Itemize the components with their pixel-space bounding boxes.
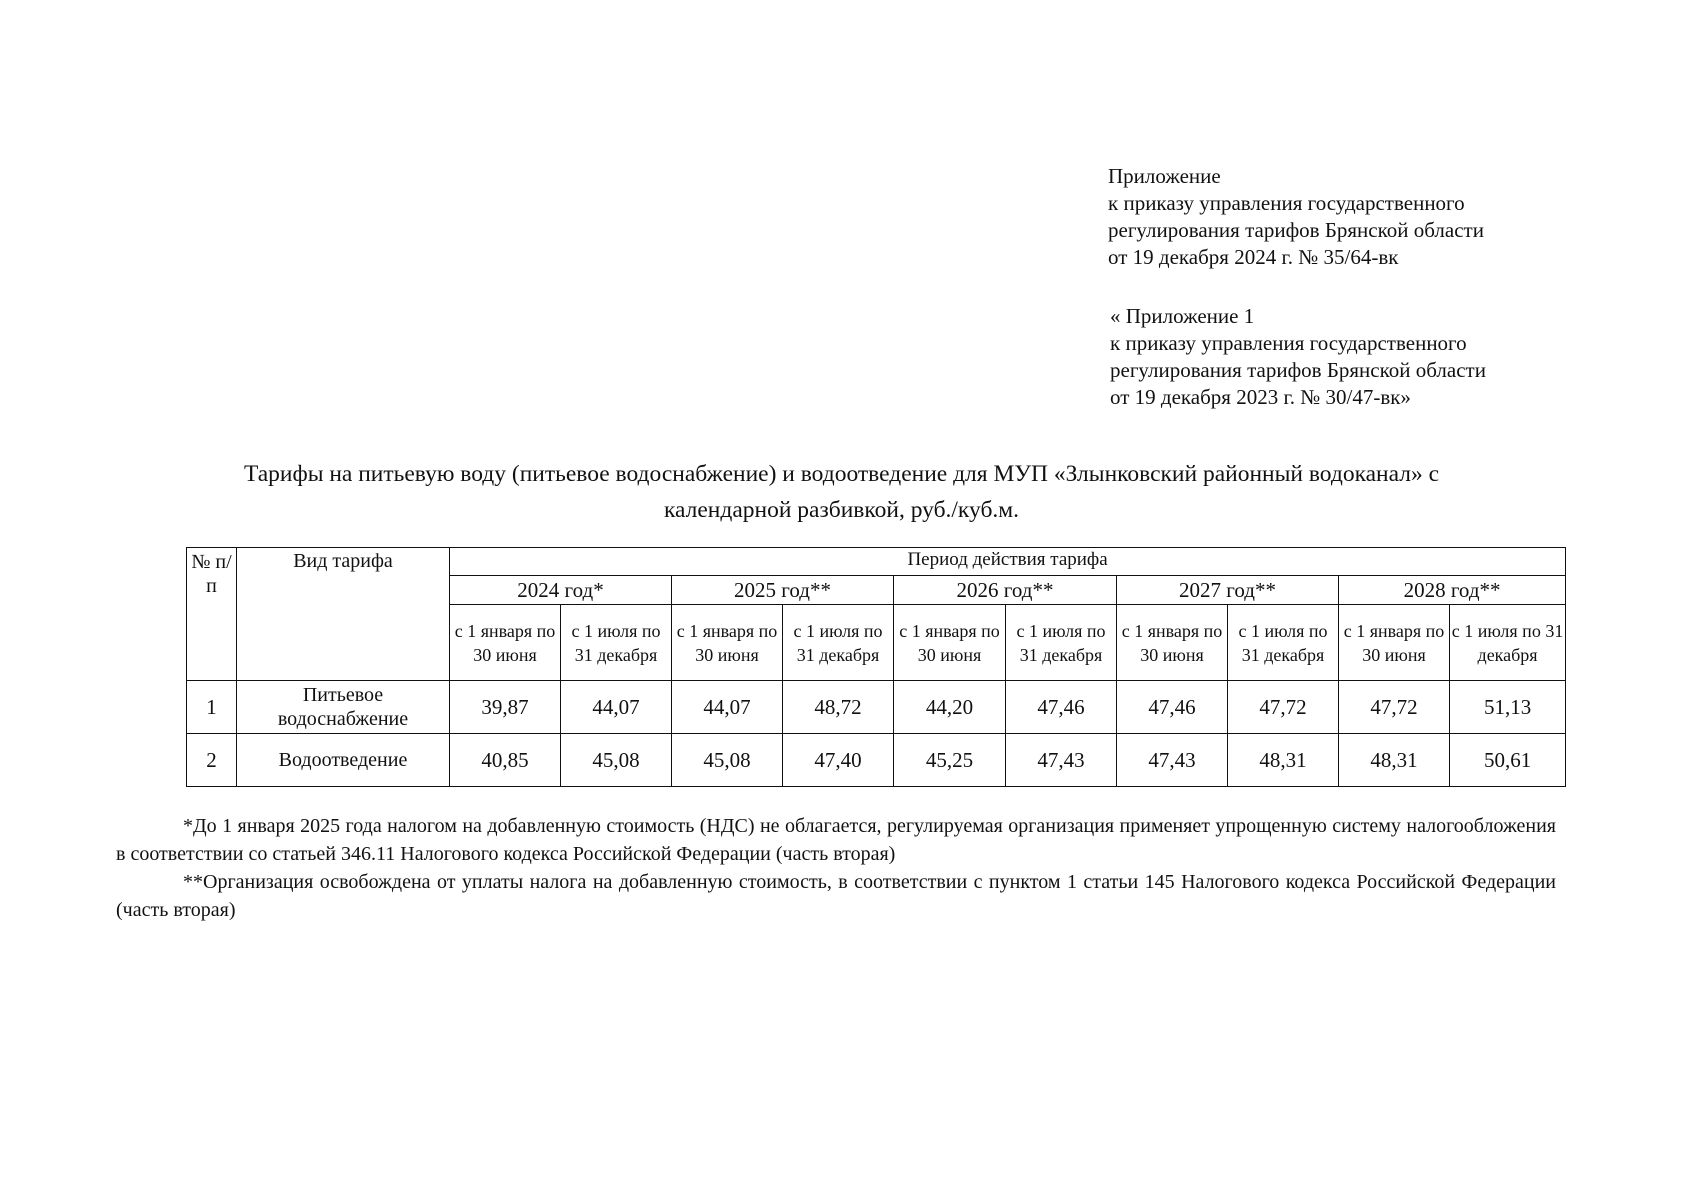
footnote-vat-exempt: **Организация освобождена от уплаты налога на добавленную стоимость, в соответствии с пунктом 1 статьи 145 Налогового кодекса Российской Федерации (часть вторая) xyxy=(116,871,1556,921)
footnote-vat-2024: *До 1 января 2025 года налогом на добавленную стоимость (НДС) не облагается, регулируемая организация применяет упрощенную систему налогообложения в соответствии со статьей 346.11 Налогового кодекса Российской Федерации (часть вторая) xyxy=(116,815,1556,865)
half-header-second: с 1 июля по 31 декабря xyxy=(1450,605,1566,681)
annex-header-previous xyxy=(1110,303,1486,411)
half-header-second: с 1 июля по 31 декабря xyxy=(1006,605,1117,681)
col-header-tariff-type: Вид тарифа xyxy=(237,548,450,681)
tariff-value: 48,31 xyxy=(1339,734,1450,787)
row-tariff-name: Питьевое водоснабжение xyxy=(237,681,450,734)
tariff-value: 40,85 xyxy=(450,734,561,787)
tariff-value: 45,25 xyxy=(894,734,1006,787)
tariff-value: 45,08 xyxy=(561,734,672,787)
half-header-first: с 1 января по 30 июня xyxy=(672,605,783,681)
year-header-2024: 2024 год* xyxy=(450,576,672,605)
annex-line: от 19 декабря 2023 г. № 30/47-вк» xyxy=(1110,385,1411,409)
half-header-second: с 1 июля по 31 декабря xyxy=(783,605,894,681)
half-header-second: с 1 июля по 31 декабря xyxy=(561,605,672,681)
footnotes xyxy=(116,812,1556,924)
annex-line: регулирования тарифов Брянской области xyxy=(1108,218,1484,242)
tariff-value: 47,72 xyxy=(1339,681,1450,734)
tariff-value: 45,08 xyxy=(672,734,783,787)
tariff-value: 44,07 xyxy=(561,681,672,734)
year-header-2028: 2028 год** xyxy=(1339,576,1566,605)
half-header-first: с 1 января по 30 июня xyxy=(894,605,1006,681)
annex-line: к приказу управления государственного xyxy=(1110,331,1467,355)
title-line-2: календарной разбивкой, руб./куб.м. xyxy=(663,497,1020,523)
document-title xyxy=(120,456,1563,528)
title-line-1: Тарифы на питьевую воду (питьевое водоснабжение) и водоотведение для МУП «Злынковский районный водоканал» с xyxy=(243,461,1440,487)
annex-line: регулирования тарифов Брянской области xyxy=(1110,358,1486,382)
year-header-2026: 2026 год** xyxy=(894,576,1117,605)
tariff-value: 47,46 xyxy=(1006,681,1117,734)
year-header-2025: 2025 год** xyxy=(672,576,894,605)
col-header-number: № п/п xyxy=(187,548,237,681)
half-header-first: с 1 января по 30 июня xyxy=(450,605,561,681)
tariff-value: 51,13 xyxy=(1450,681,1566,734)
row-number: 2 xyxy=(187,734,237,787)
tariff-table xyxy=(186,547,1566,787)
tariff-value: 44,20 xyxy=(894,681,1006,734)
half-header-first: с 1 января по 30 июня xyxy=(1339,605,1450,681)
tariff-value: 47,46 xyxy=(1117,681,1228,734)
table-row xyxy=(187,681,1566,734)
tariff-value: 47,43 xyxy=(1006,734,1117,787)
row-number: 1 xyxy=(187,681,237,734)
col-header-period: Период действия тарифа xyxy=(450,548,1566,576)
tariff-value: 50,61 xyxy=(1450,734,1566,787)
half-header-second: с 1 июля по 31 декабря xyxy=(1228,605,1339,681)
tariff-value: 47,72 xyxy=(1228,681,1339,734)
annex-line: к приказу управления государственного xyxy=(1108,191,1465,215)
annex-line: Приложение xyxy=(1108,164,1221,188)
tariff-value: 47,40 xyxy=(783,734,894,787)
annex-header-current xyxy=(1108,163,1484,271)
tariff-value: 39,87 xyxy=(450,681,561,734)
year-header-2027: 2027 год** xyxy=(1117,576,1339,605)
tariff-value: 48,31 xyxy=(1228,734,1339,787)
annex-line: от 19 декабря 2024 г. № 35/64-вк xyxy=(1108,245,1399,269)
tariff-value: 47,43 xyxy=(1117,734,1228,787)
table-row xyxy=(187,734,1566,787)
row-tariff-name: Водоотведение xyxy=(237,734,450,787)
annex-line: « Приложение 1 xyxy=(1110,304,1255,328)
tariff-value: 48,72 xyxy=(783,681,894,734)
half-header-first: с 1 января по 30 июня xyxy=(1117,605,1228,681)
tariff-value: 44,07 xyxy=(672,681,783,734)
